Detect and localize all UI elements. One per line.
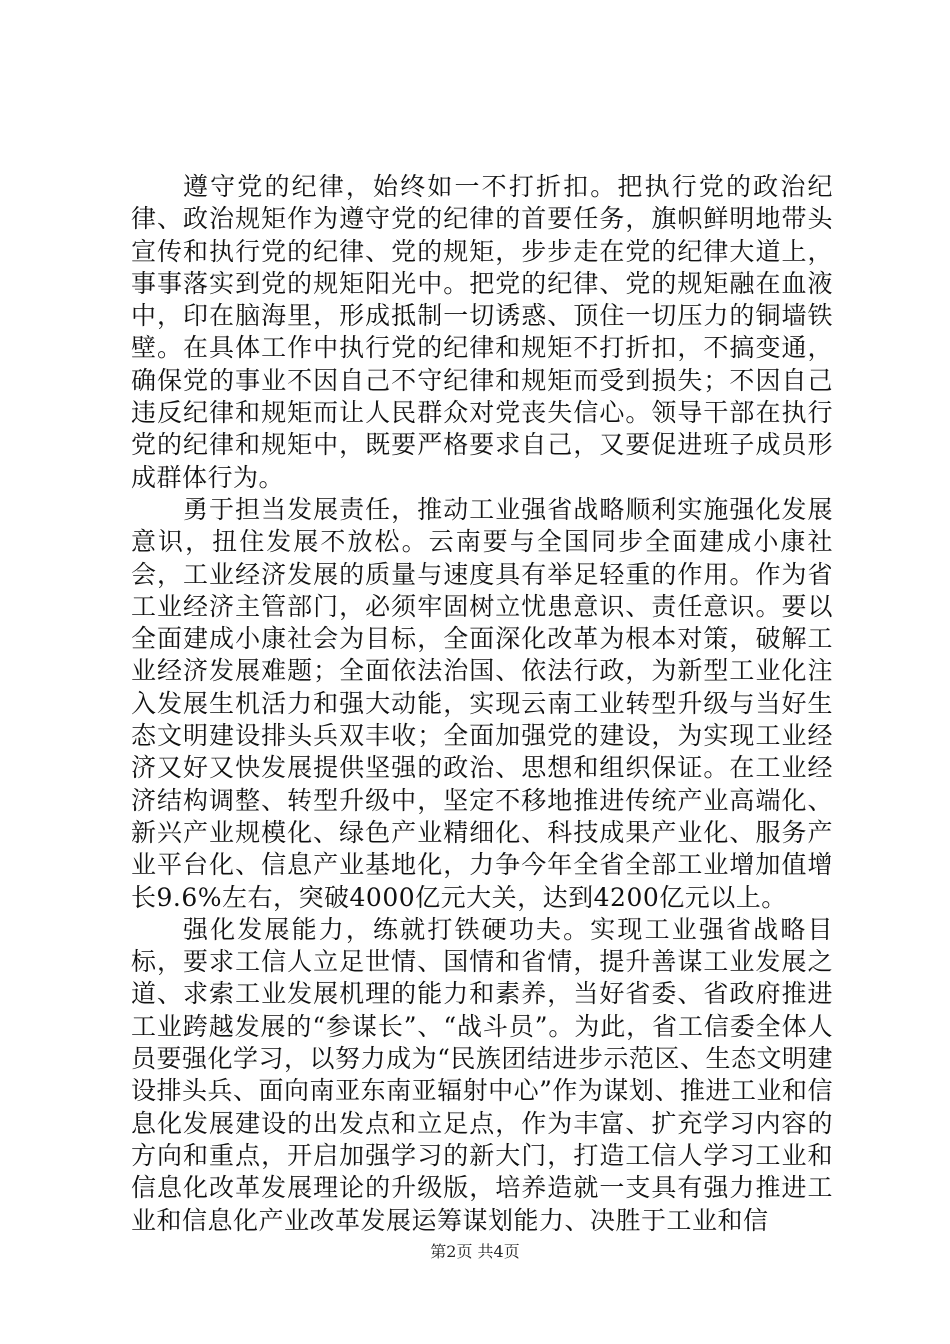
paragraph-development-ability: 强化发展能力，练就打铁硬功夫。实现工业强省战略目标，要求工信人立足世情、国情和省情，提升善谋工业发展之道、求索工业发展机理的能力和素养，当好省委、省政府推进工业跨越发展的“参谋长”、“战斗员”。为此，省工信委全体人员要强化学习，以努力成为“民族团结进步示范区、生态文明建设排头兵、面向南亚东南亚辐射中心”作为谋划、推进工业和信息化发展建设的出发点和立足点，作为丰富、扩充学习内容的方向和重点，开启加强学习的新大门，打造工信人学习工业和信息化改革发展理论的升级版，培养造就一支具有强力推进工业和信息化产业改革发展运筹谋划能力、决胜于工业和信 [131, 914, 833, 1235]
paragraph-discipline: 遵守党的纪律，始终如一不打折扣。把执行党的政治纪律、政治规矩作为遵守党的纪律的首要任务，旗帜鲜明地带头宣传和执行党的纪律、党的规矩，步步走在党的纪律大道上，事事落实到党的规矩阳光中。把党的纪律、党的规矩融在血液中，印在脑海里，形成抵制一切诱惑、顶住一切压力的铜墙铁壁。在具体工作中执行党的纪律和规矩不打折扣，不搞变通，确保党的事业不因自己不守纪律和规矩而受到损失；不因自己违反纪律和规矩而让人民群众对党丧失信心。领导干部在执行党的纪律和规矩中，既要严格要求自己，又要促进班子成员形成群体行为。 [131, 172, 833, 492]
paragraph-development-responsibility: 勇于担当发展责任，推动工业强省战略顺利实施强化发展意识，扭住发展不放松。云南要与全国同步全面建成小康社会，工业经济发展的质量与速度具有举足轻重的作用。作为省工业经济主管部门，必须牢固树立忧患意识、责任意识。要以全面建成小康社会为目标，全面深化改革为根本对策，破解工业经济发展难题；全面依法治国、依法行政，为新型工业化注入发展生机活力和强大动能，实现云南工业转型升级与当好生态文明建设排头兵双丰收；全面加强党的建设，为实现工业经济又好又快发展提供坚强的政治、思想和组织保证。在工业经济结构调整、转型升级中，坚定不移地推进传统产业高端化、新兴产业规模化、绿色产业精细化、科技成果产业化、服务产业平台化、信息产业基地化，力争今年全省全部工业增加值增长9.6%左右，突破4000亿元大关，达到4200亿元以上。 [131, 494, 833, 912]
page-number-footer: 第2页 共4页 [430, 1242, 520, 1261]
document-body [131, 171, 833, 1237]
